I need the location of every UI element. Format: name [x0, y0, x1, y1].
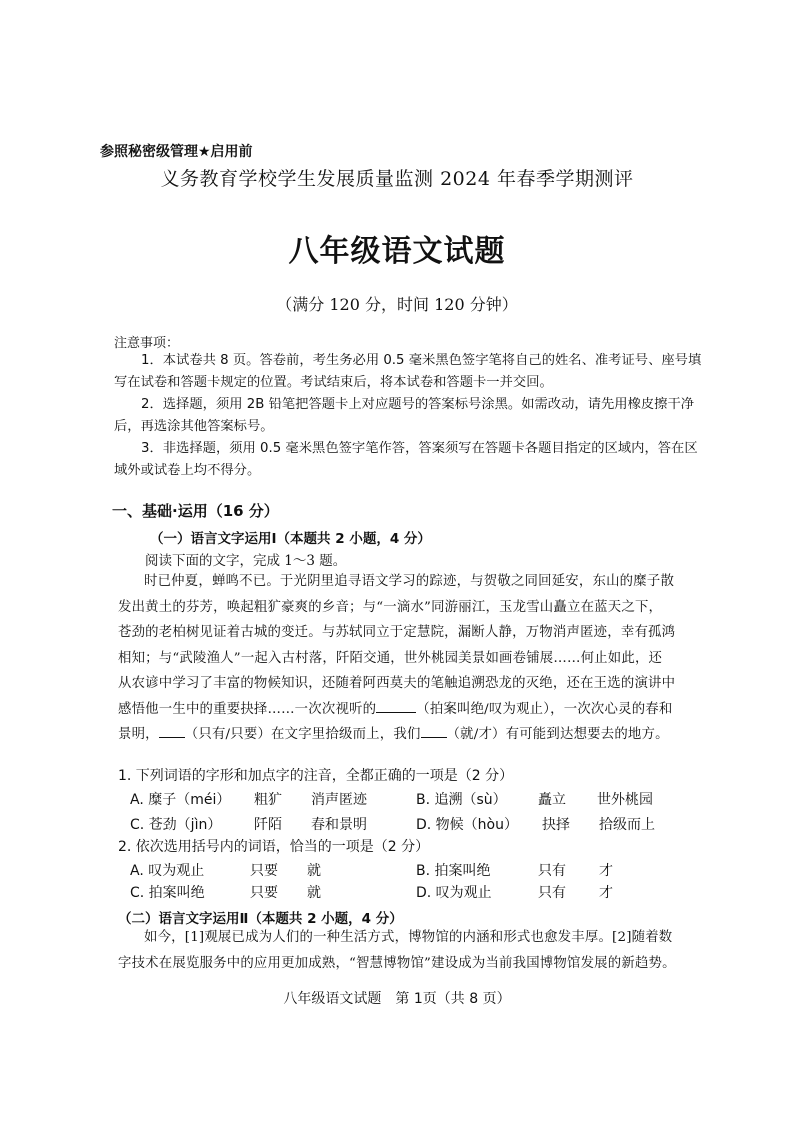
option-word: 只要 [250, 863, 278, 879]
option-word: B. 追溯（sù） [416, 792, 507, 808]
option-word: A. 叹为观止 [130, 863, 205, 879]
note-item-3: 3．非选择题，须用 0.5 毫米黑色签字笔作答，答案须写在答题卡各题目指定的区域内，答在区域外或试卷上均不得分。 [114, 441, 698, 478]
passage-line [118, 697, 710, 723]
option-word: 就 [307, 863, 321, 879]
passage-text: （就/才）有可能到达想要去的地方。 [446, 727, 669, 742]
confidential-label: 参照秘密级管理★启用前 [100, 144, 253, 160]
page-footer: 八年级语文试题 第 1页（共 8 页） [283, 991, 511, 1007]
passage-line: 相知；与“武陵渔人”一起入古村落，阡陌交通，世外桃园美景如画卷铺展……何止如此，还 [118, 650, 663, 666]
option-word: 才 [599, 885, 613, 901]
part-heading-1: （一）语言文字运用Ⅰ（本题共 2 小题，4 分） [150, 531, 431, 547]
part-heading-2: （二）语言文字运用Ⅱ（本题共 2 小题，4 分） [118, 911, 403, 927]
note-item-2: 2．选择题，须用 2B 铅笔把答题卡上对应题号的答案标号涂黑。如需改动，请先用橡皮擦干净后，再选涂其他答案标号。 [114, 397, 695, 434]
fill-blank-1[interactable] [376, 698, 416, 713]
passage-line: 从农谚中学习了丰富的物候知识，还随着阿西莫夫的笔触追溯恐龙的灭绝，还在王选的演讲中 [118, 676, 676, 691]
passage-line: 时已仲夏，蝉鸣不已。于光阴里追寻语文学习的踪迹，与贺敬之同回延安，东山的糜子散 [144, 574, 675, 589]
question-2-stem: 2. 依次选用括号内的词语，恰当的一项是（2 分） [118, 839, 430, 855]
option-word: A. 糜子（méi） [130, 792, 231, 808]
passage-line: 发出黄土的芬芳，唤起粗犷豪爽的乡音；与“一滴水”同游丽江，玉龙雪山矗立在蓝天之下， [118, 599, 663, 615]
option-word: 世外桃园 [597, 792, 653, 808]
option-word: C. 苍劲（jìn） [130, 817, 222, 833]
question-1-stem: 1. 下列词语的字形和加点字的注音，全都正确的一项是（2 分） [118, 768, 514, 784]
option-word: D. 叹为观止 [416, 885, 492, 901]
reading-instruction: 阅读下面的文字，完成 1～3 题。 [145, 553, 347, 569]
option-word: 春和景明 [311, 817, 367, 833]
option-word: D. 物候（hòu） [416, 817, 518, 833]
option-word: C. 拍案叫绝 [130, 885, 205, 901]
option-word: 阡陌 [254, 817, 282, 833]
option-word: 拾级而上 [599, 817, 655, 833]
passage-line: 如今，[1]观展已成为人们的一种生活方式，博物馆的内涵和形式也愈发丰厚。[2]随着数 [144, 930, 673, 945]
option-word: B. 拍案叫绝 [416, 863, 491, 879]
passage-2 [118, 925, 710, 976]
passage-text: （只有/只要）在文字里拾级而上，我们 [184, 727, 421, 742]
passage-line: 字技术在展览服务中的应用更加成熟，“智慧博物馆”建设成为当前我国博物馆发展的新趋势。 [118, 955, 676, 971]
option-word: 消声匿迹 [311, 792, 367, 808]
page-title: 八年级语文试题 [288, 234, 506, 269]
option-word: 矗立 [538, 792, 566, 808]
exam-headline: 义务教育学校学生发展质量监测 2024 年春季学期测评 [160, 168, 634, 190]
section-heading: 一、基础·运用（16 分） [112, 502, 279, 520]
option-word: 只要 [250, 885, 278, 901]
passage-line [118, 722, 710, 748]
option-word: 只有 [538, 885, 566, 901]
option-word: 只有 [538, 863, 566, 879]
score-time-info: （满分 120 分，时间 120 分钟） [276, 295, 518, 314]
option-word: 粗犷 [254, 792, 282, 808]
fill-blank-2[interactable] [159, 723, 185, 738]
fill-blank-3[interactable] [421, 723, 447, 738]
reading-passage [118, 569, 710, 748]
notes-label: 注意事项： [114, 336, 180, 351]
passage-text: （拍案叫绝/叹为观止），一次次心灵的春和 [416, 701, 673, 717]
option-word: 就 [307, 885, 321, 901]
note-item-1: 1．本试卷共 8 页。答卷前，考生务必用 0.5 毫米黑色签字笔将自己的姓名、准考证号、座号填写在试卷和答题卡规定的位置。考试结束后，将本试卷和答题卡一并交回。 [114, 353, 702, 390]
option-word: 抉择 [542, 817, 570, 833]
passage-text: 感悟他一生中的重要抉择……一次次视听的 [118, 701, 377, 717]
passage-line: 苍劲的老柏树见证着古城的变迁。与苏轼同立于定慧院，漏断人静，万物消声匿迹，幸有孤鸿 [118, 625, 676, 640]
passage-text: 景明， [118, 727, 159, 742]
option-word: 才 [599, 863, 613, 879]
